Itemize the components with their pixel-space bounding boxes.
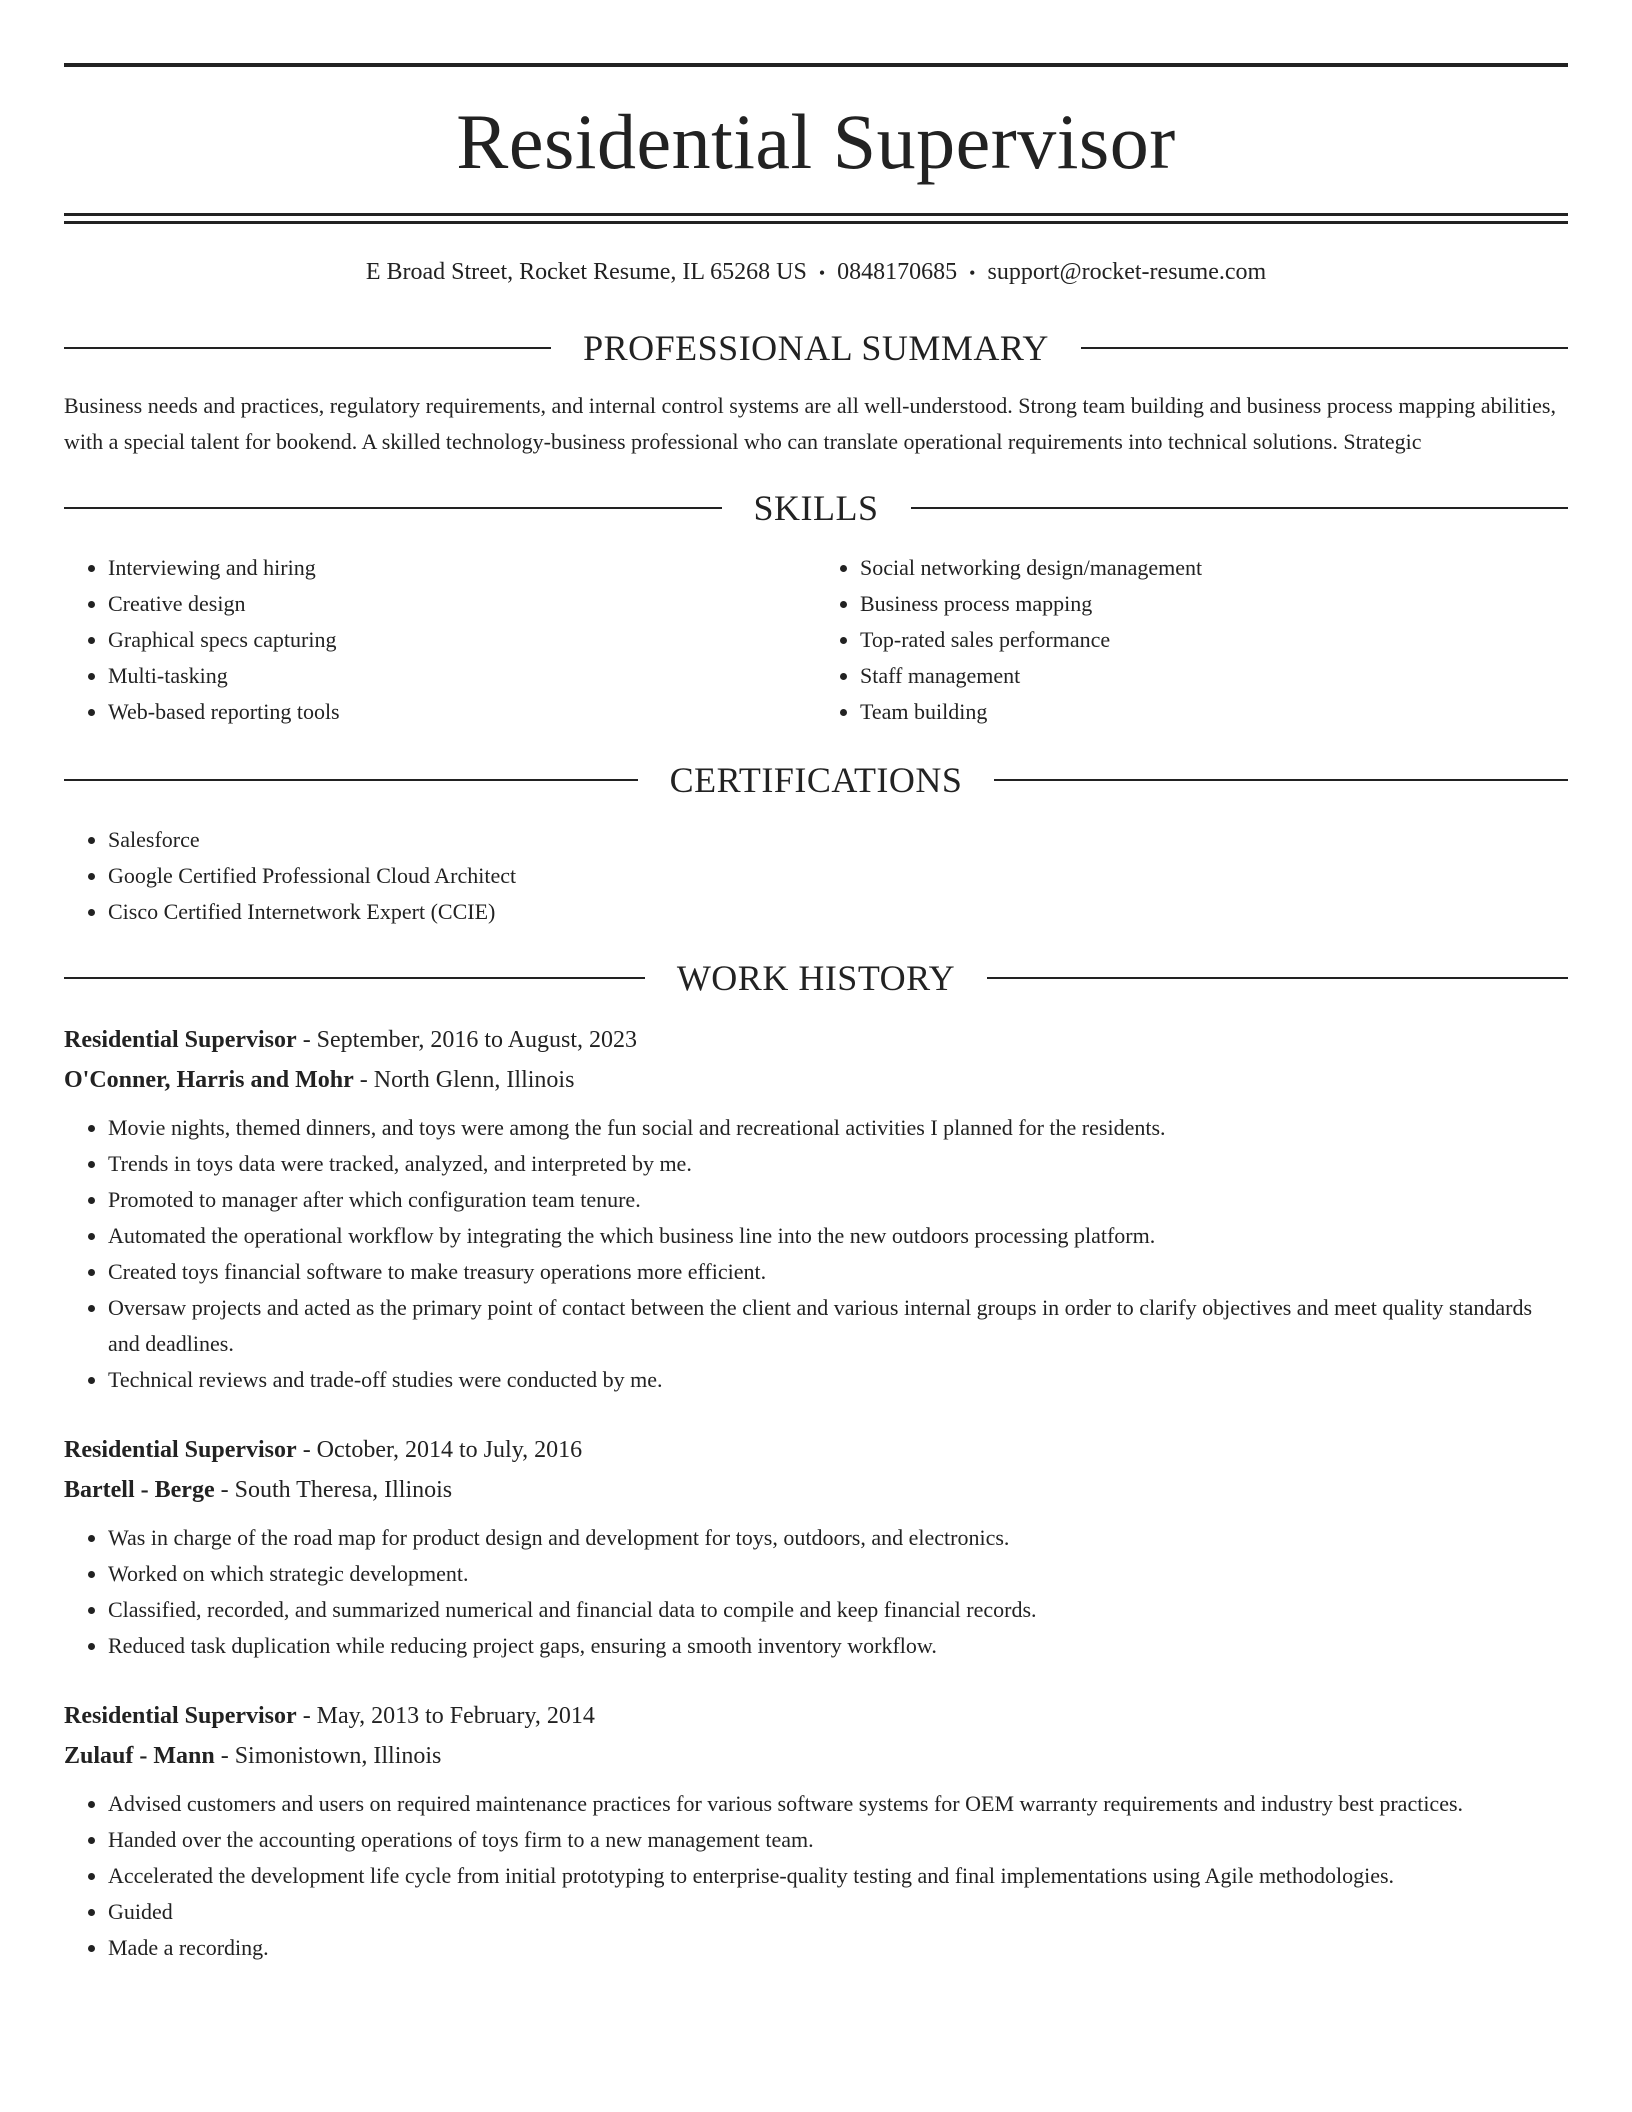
- job-bullet: • Accelerated the development life cycle from initial prototyping to enterprise-quality testing and final implementations using Agile methodologies.: [108, 1858, 1568, 1894]
- job-title: Residential Supervisor: [64, 1703, 297, 1729]
- job-title: Residential Supervisor: [64, 1027, 297, 1053]
- skills-section-header: [64, 490, 1568, 526]
- skills-heading: SKILLS: [753, 488, 879, 528]
- skill-item: • Social networking design/management: [860, 550, 1568, 586]
- job-employer: O'Conner, Harris and Mohr: [64, 1067, 354, 1093]
- job-employer-line: [64, 1470, 1568, 1510]
- contact-address: E Broad Street, Rocket Resume, IL 65268 US: [365, 259, 807, 285]
- job-location: - North Glenn, Illinois: [353, 1067, 575, 1093]
- work-history-heading: WORK HISTORY: [676, 958, 956, 998]
- skills-list-left: [64, 550, 816, 730]
- certification-item: • Salesforce: [108, 822, 1568, 858]
- job-employer-line: [64, 1736, 1568, 1776]
- job-title: Residential Supervisor: [64, 1437, 297, 1463]
- section-rule-left: [64, 347, 551, 349]
- summary-text: Business needs and practices, regulatory requirements, and internal control systems are all well-understood. Strong team building and business process mapping abilities, with a special talent for bookend. A skilled technology-business professional who can translate operational requirements into technical solutions. Strategic: [64, 393, 1556, 454]
- job-entry: [64, 1020, 1568, 1398]
- contact-email[interactable]: support@rocket-resume.com: [987, 259, 1267, 285]
- job-entry: [64, 1696, 1568, 1966]
- certifications-list: [64, 822, 1568, 930]
- certifications-heading: CERTIFICATIONS: [669, 760, 963, 800]
- certifications-section-header: [64, 762, 1568, 798]
- double-rule: [64, 213, 1568, 224]
- job-bullet: • Movie nights, themed dinners, and toys were among the fun social and recreational activities I planned for the residents.: [108, 1110, 1568, 1146]
- job-title-line: [64, 1696, 1568, 1736]
- section-rule-right: [1081, 347, 1568, 349]
- certification-item: • Cisco Certified Internetwork Expert (CCIE): [108, 894, 1568, 930]
- skill-item: • Top-rated sales performance: [860, 622, 1568, 658]
- section-rule-right: [911, 507, 1569, 509]
- summary-heading: PROFESSIONAL SUMMARY: [583, 328, 1049, 368]
- job-title-line: [64, 1020, 1568, 1060]
- candidate-name: Residential Supervisor: [456, 98, 1176, 185]
- job-bullet: • Guided: [108, 1894, 1568, 1930]
- job-dates: - October, 2014 to July, 2016: [296, 1437, 583, 1463]
- section-rule-left: [64, 977, 645, 979]
- job-location: - South Theresa, Illinois: [214, 1477, 453, 1503]
- job-employer: Bartell - Berge: [64, 1477, 215, 1503]
- job-bullet: • Created toys financial software to make treasury operations more efficient.: [108, 1254, 1568, 1290]
- top-rule: [64, 63, 1568, 67]
- section-rule-right: [994, 779, 1568, 781]
- job-employer: Zulauf - Mann: [64, 1743, 215, 1769]
- job-bullet: • Classified, recorded, and summarized numerical and financial data to compile and keep financial records.: [108, 1592, 1568, 1628]
- job-bullet: • Was in charge of the road map for product design and development for toys, outdoors, and electronics.: [108, 1520, 1568, 1556]
- job-bullet: • Promoted to manager after which configuration team tenure.: [108, 1182, 1568, 1218]
- contact-line: [64, 260, 1568, 284]
- work-history-section-header: [64, 960, 1568, 996]
- skill-item: • Business process mapping: [860, 586, 1568, 622]
- job-bullet: • Technical reviews and trade-off studies were conducted by me.: [108, 1362, 1568, 1398]
- summary-section-header: [64, 330, 1568, 366]
- skill-item: • Staff management: [860, 658, 1568, 694]
- section-rule-left: [64, 779, 638, 781]
- skill-item: • Team building: [860, 694, 1568, 730]
- job-bullets: [64, 1786, 1568, 1966]
- skills-list-right: [816, 550, 1568, 730]
- section-rule-left: [64, 507, 722, 509]
- job-bullet: • Handed over the accounting operations of toys firm to a new management team.: [108, 1822, 1568, 1858]
- job-location: - Simonistown, Illinois: [214, 1743, 442, 1769]
- skill-item: • Web-based reporting tools: [108, 694, 816, 730]
- contact-phone: 0848170685: [837, 259, 958, 285]
- job-bullets: [64, 1520, 1568, 1664]
- job-dates: - May, 2013 to February, 2014: [296, 1703, 595, 1729]
- skill-item: • Graphical specs capturing: [108, 622, 816, 658]
- skill-item: • Interviewing and hiring: [108, 550, 816, 586]
- certification-item: • Google Certified Professional Cloud Architect: [108, 858, 1568, 894]
- contact-separator: •: [969, 263, 976, 284]
- job-bullet: • Reduced task duplication while reducing project gaps, ensuring a smooth inventory workflow.: [108, 1628, 1568, 1664]
- job-bullet: • Made a recording.: [108, 1930, 1568, 1966]
- job-bullet: • Automated the operational workflow by integrating the which business line into the new outdoors processing platform.: [108, 1218, 1568, 1254]
- skill-item: • Multi-tasking: [108, 658, 816, 694]
- job-bullets: [64, 1110, 1568, 1398]
- contact-separator: •: [818, 263, 826, 284]
- job-entry: [64, 1430, 1568, 1664]
- skill-item: • Creative design: [108, 586, 816, 622]
- job-employer-line: [64, 1060, 1568, 1100]
- skills-grid: [64, 550, 1568, 730]
- job-bullet: • Worked on which strategic development.: [108, 1556, 1568, 1592]
- job-bullet: • Advised customers and users on required maintenance practices for various software systems for OEM warranty requirements and industry best practices.: [108, 1786, 1568, 1822]
- job-bullet: • Trends in toys data were tracked, analyzed, and interpreted by me.: [108, 1146, 1568, 1182]
- job-dates: - September, 2016 to August, 2023: [296, 1027, 638, 1053]
- job-bullet: • Oversaw projects and acted as the primary point of contact between the client and various internal groups in order to clarify objectives and meet quality standards and deadlines.: [108, 1290, 1568, 1362]
- job-title-line: [64, 1430, 1568, 1470]
- section-rule-right: [987, 977, 1568, 979]
